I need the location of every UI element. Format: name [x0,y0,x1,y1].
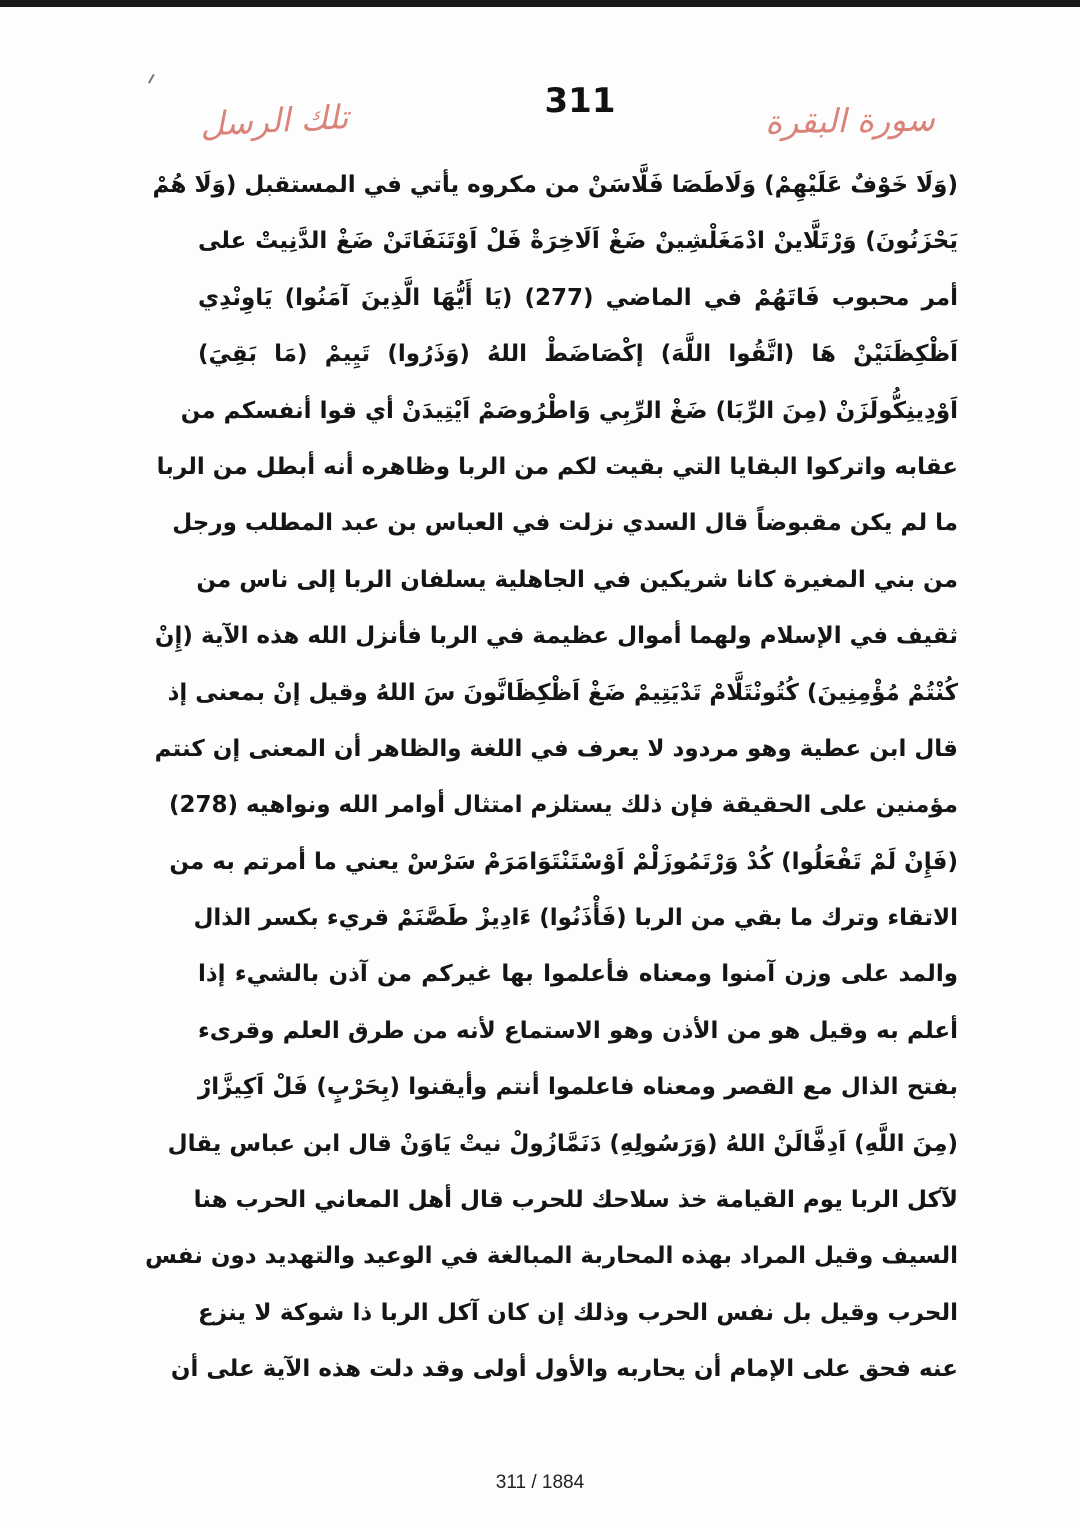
page-counter: 311 / 1884 [495,1472,585,1493]
text-line: والمد على وزن آمنوا ومعناه فأعلموا بها غيركم من آذن بالشيء إذا [198,961,958,988]
text-line: كُنْتُمْ مُؤْمِنِينَ) كُتُونْتَلَّامْ تَدْيَتِيمْ ضَغْ اَظْكِظَانَّونَ سَ اللهُ وقيل إنْ بمعنى إذ [167,679,958,706]
text-line: أمر محبوب فَاتَهُمْ في الماضي (277) (يَا أَيُّهَا الَّذِينَ آمَنُوا) يَاوِنْدِي [198,284,958,311]
text-line: اَوْدِينِكُّولَزَنْ (مِنَ الرِّبَا) ضَغْ الرِّبِي وَاطْرُوصَمْ اَيْتِيدَنْ أي قوا أنفسكم من [180,397,958,424]
text-line: عنه فحق على الإمام أن يحاربه والأول أولى وقد دلت هذه الآية على أن [170,1356,958,1383]
text-line: مؤمنين على الحقيقة فإن ذلك يستلزم امتثال أوامر الله ونواهيه (278) [168,792,958,819]
text-line: الاتقاء وترك ما بقي من الربا (فَأْذَنُوا) ءَادِيزْ طَصَّنَمْ قريء بكسر الذال [193,905,958,932]
text-line: ثقيف في الإسلام ولهما أموال عظيمة في الربا فأنزل الله هذه الآية (إِنْ [154,623,958,650]
text-line: ما لم يكن مقبوضاً قال السدي نزلت في العباس بن عبد المطلب ورجل [172,510,958,537]
text-line: (فَإِنْ لَمْ تَفْعَلُوا) كُدْ وَرْتَمُوزَلْمْ اَوْسْتَنْتَوَامَرَمْ سَرْسْ يعني ما أمرتم به من [169,848,958,875]
text-line: الحرب وقيل بل نفس الحرب وذلك إن كان آكل الربا ذا شوكة لا ينزع [198,1299,958,1326]
text-line: بفتح الذال مع القصر ومعناه فاعلموا أنتم وأيقنوا (بِحَرْبٍ) فَلْ اَكِيزَّارْ [198,1074,958,1101]
text-line: يَحْزَنُونَ) وَرْتَلَّاينْ ادْمَغَلْشِينْ ضَغْ اَلَاخِرَةْ فَلْ اَوْتَنَفَاتَنْ ضَغْ الدَّنِيتْ على [198,228,958,255]
text-line: عقابه واتركوا البقايا التي بقيت لكم من الربا وظاهره أنه أبطل من الربا [156,453,958,480]
commentary-text [145,157,958,1398]
stray-pen-mark [148,74,159,86]
scan-edge [0,0,1080,7]
handwritten-juz-note: تلك الرسل [199,97,350,144]
text-line: لآكل الربا يوم القيامة خذ سلاحك للحرب قال أهل المعاني الحرب هنا [193,1187,958,1214]
text-line: أعلم به وقيل هو من الأذن وهو الاستماع لأنه من طرق العلم وقرىء [198,1017,958,1044]
text-line: (وَلَا خَوْفٌ عَلَيْهِمْ) وَلَاطَصَا فَلَّاسَنْ من مكروه يأتي في المستقبل (وَلَا هُمْ [152,172,958,198]
page-header [0,7,1080,147]
text-line: من بني المغيرة كانا شريكين في الجاهلية يسلفان الربا إلى ناس من [196,566,958,593]
page-number: 311 [544,81,616,121]
text-line: السيف وقيل المراد بهذه المحاربة المبالغة في الوعيد والتهديد دون نفس [145,1243,958,1270]
text-line: اَظْكِظَنَيْنْ هَا (اتَّقُوا اللَّهَ) إكْصَاضَطْ اللهُ (وَذَرُوا) تَيِيمْ (مَا بَقِيَ) [198,341,958,368]
document-page [0,7,1080,1528]
text-line: (مِنَ اللَّهِ) اَدِفَّالَنْ اللهُ (وَرَسُولِهِ) دَنَمَّازُولْ نيتْ يَاوَنْ قال ابن عباس يقال [167,1130,958,1157]
handwritten-surah-note: سورة البقرة [764,99,936,142]
text-line: قال ابن عطية وهو مردود لا يعرف في اللغة والظاهر أن المعنى إن كنتم [154,735,958,762]
